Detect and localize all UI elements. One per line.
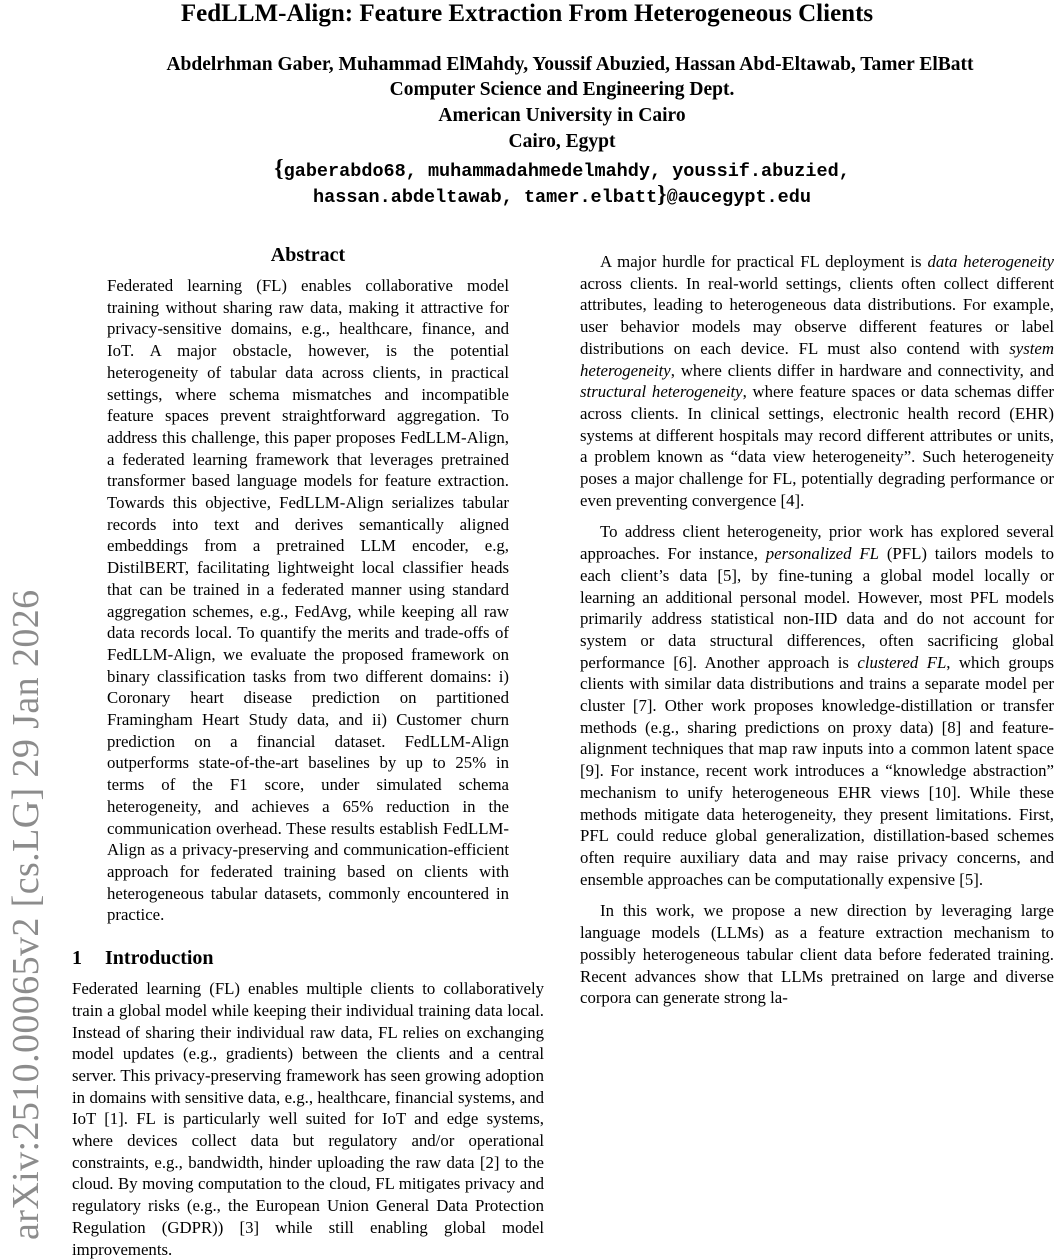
author-list: Abdelrhman Gaber, Muhammad ElMahdy, Youssif Abuzied, Hassan Abd-Eltawab, Tamer ElBatt (166, 54, 974, 75)
text-run: A major hurdle for practical FL deployment is (600, 252, 928, 271)
text-run: To address client heterogeneity, prior work has explored several approaches. For instance, (580, 522, 1054, 564)
intro-paragraph-4: In this work, we propose a new direction by leveraging large language models (LLMs) as a feature extraction mechanism to possibly heterogeneous tabular client data before federated training. Recent advances show that LLMs pretrained on large and diverse corpora can generate strong la- (580, 901, 1054, 1008)
email-domain: @aucegypt.edu (666, 187, 811, 208)
email-names-2: hassan.abdeltawab, tamer.elbatt (313, 187, 658, 208)
abstract-heading: Abstract (270, 244, 346, 266)
text-run: , where feature spaces or data schemas differ across clients. In clinical settings, electronic health record (EHR) systems at different hospitals may record different attributes or units, a problem known as “data view heterogeneity”. Such heterogeneity poses a major challenge for FL, potentially degrading performance or even preventing convergence [4]. (580, 382, 1054, 510)
text-run: , where clients differ in hardware and connectivity, and (670, 360, 1054, 380)
email-line-2: hassan.abdeltawab, tamer.elbatt}@aucegypt.edu (313, 182, 811, 208)
abstract-text: Federated learning (FL) enables collaborative model training without sharing raw data, making it attractive for privacy-sensitive domains, e.g., healthcare, finance, and IoT. A major obstacle, however, is the potential heterogeneity of tabular data across clients, in practical settings, where schema mismatches and incompatible feature spaces prevent straightforward aggregation. To address this challenge, this paper proposes FedLLM-Align, a federated learning framework that leverages pretrained transformer based language models for feature extraction. Towards this objective, FedLLM-Align serializes tabular records into text and derives semantically aligned embeddings from a pretrained LLM encoder, e.g, DistilBERT, facilitating lightweight local classifier heads that can be trained in a federated manner using standard aggregation schemes, e.g., FedAvg, while keeping all raw data records local. To quantify the merits and trade-offs of FedLLM-Align, we evaluate the proposed framework on binary classification tasks from two different domains: i) Coronary heart disease prediction on partitioned Framingham Heart Study data, and ii) Customer churn prediction on a financial dataset. FedLLM-Align outperforms state-of-the-art baselines by up to 25% in terms of the F1 score, under simulated schema heterogeneity, and achieves a 65% reduction in the communication overhead. These results establish FedLLM-Align as a privacy-preserving and communication-efficient approach for federated training based on clients with heterogeneous tabular datasets, commonly encountered in practice. (107, 276, 509, 925)
intro-paragraph-3 (580, 521, 1054, 890)
emphasis-data-heterogeneity: data heterogeneity (927, 252, 1054, 271)
email-names-1: gaberabdo68, muhammadahmedelmahdy, youssif.abuzied, (283, 161, 850, 182)
left-column (72, 243, 544, 1260)
emphasis-system-heterogeneity: system heterogeneity (580, 338, 1054, 380)
affiliation-dept: Computer Science and Engineering Dept. (389, 79, 735, 100)
right-column (580, 243, 1054, 1009)
affiliation-university: American University in Cairo (438, 105, 686, 126)
intro-paragraph-2 (580, 251, 1054, 511)
section-number: 1 (72, 947, 82, 970)
emphasis-structural-heterogeneity: structural heterogeneity (580, 382, 743, 402)
arxiv-identifier: arXiv:2510.00065v2 [cs.LG] 29 Jan 2026 (5, 589, 47, 1240)
affiliation-location: Cairo, Egypt (508, 131, 616, 152)
paper-title: FedLLM-Align: Feature Extraction From Heterogeneous Clients (180, 0, 874, 27)
emphasis-personalized-fl: personalized FL (765, 544, 879, 564)
text-run: (PFL) tailors models to each client’s data [5], by fine-tuning a global model locally or learning an additional personal model. However, most PFL models primarily address statistical non-IID data and do not account for system or data structural differences, often sacrificing global performance [6]. Another approach is (580, 544, 1054, 672)
emphasis-clustered-fl: clustered FL (857, 652, 947, 672)
email-line-1: {gaberabdo68, muhammadahmedelmahdy, youssif.abuzied, (274, 156, 850, 182)
text-run: , which groups clients with similar data distributions and trains a separate model per cluster [7]. Other work proposes knowledge-distillation or transfer methods (e.g., sharing predictions on proxy data) [8] and feature-alignment techniques that map raw inputs into a common latent space [9]. For instance, recent work introduces a “knowledge abstraction” mechanism to unify heterogeneous EHR views [10]. While these methods mitigate data heterogeneity, they present limitations. First, PFL could reduce global generalization, distillation-based schemes often require auxiliary data and may raise privacy concerns, and ensemble approaches can be computationally expensive [5]. (580, 652, 1054, 889)
introduction-heading (72, 946, 544, 970)
intro-paragraph-1: Federated learning (FL) enables multiple clients to collaboratively train a global model while keeping their individual training data local. Instead of sharing their individual raw data, FL relies on exchanging model updates (e.g., gradients) between the clients and a central server. This privacy-preserving framework has seen growing adoption in domains with sensitive data, e.g., healthcare, financial systems, and IoT [1]. FL is particularly well suited for IoT and edge systems, where devices collect data but regulatory and/or operational constraints, e.g., bandwidth, hinder uploading the raw data [2] to the cloud. By moving computation to the cloud, FL mitigates privacy and regulatory risks (e.g., the European Union General Data Protection Regulation (GDPR)) [3] while still enabling global model improvements. (72, 979, 544, 1259)
section-title: Introduction (105, 947, 214, 970)
text-run: across clients. In real-world settings, clients often collect different attributes, leading to heterogeneous data distributions. For example, user behavior models may observe different features or label distributions on each device. FL must also contend with (580, 273, 1054, 358)
